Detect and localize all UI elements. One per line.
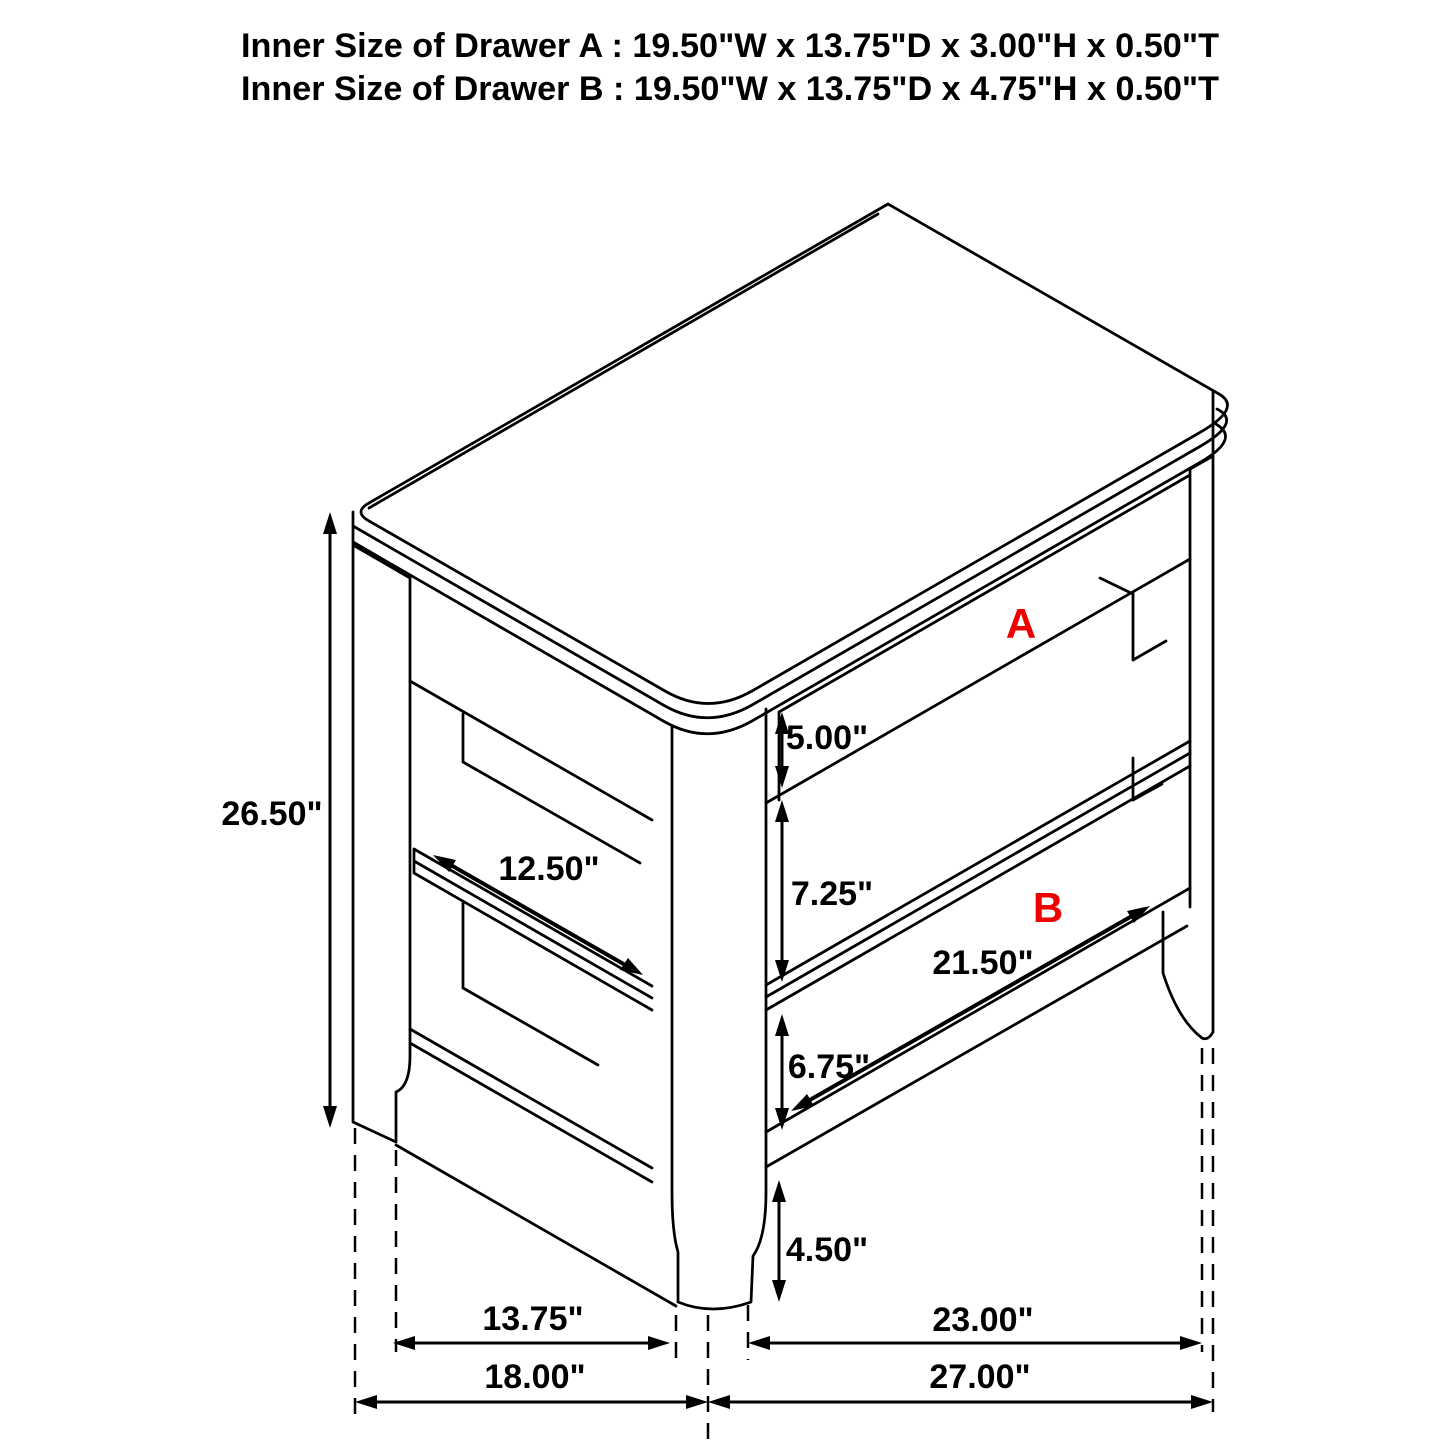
left-face-bottom-rail [396, 1029, 676, 1306]
height-dim-arrow-bottom [323, 1106, 337, 1128]
right-face-interior-lines [1100, 578, 1166, 800]
dimension-overall-depth: 18.00" [484, 1358, 586, 1396]
left-face-upper-band [410, 681, 652, 820]
top-opening-arrow-down [775, 766, 789, 788]
right-leg [1163, 391, 1213, 1039]
dimension-shelf-depth: 12.50" [498, 850, 600, 888]
height-dim-arrow-top [323, 512, 337, 534]
dimension-middle-opening-height: 7.25" [790, 875, 874, 913]
overall-width-arrow-left [708, 1395, 730, 1409]
tabletop-edge-mid-line [353, 409, 1227, 718]
drawer-a-label: A [1005, 600, 1037, 647]
dimension-foot-span-depth-inner: 13.75" [482, 1300, 584, 1338]
dimension-top-opening-height: 5.00" [785, 719, 869, 757]
dimension-foot-span-width-inner: 23.00" [932, 1301, 1034, 1339]
dimension-overall-width: 27.00" [929, 1358, 1031, 1396]
shelf-depth-arrow-downright [620, 958, 643, 975]
dimension-overall-height: 26.50" [221, 795, 323, 833]
left-leg [353, 512, 410, 1142]
foot-span-width-arrow-right [1180, 1336, 1202, 1350]
dimension-leg-height: 4.50" [785, 1231, 869, 1269]
leg-height-arrow-down [772, 1280, 786, 1302]
drawer-b-label: B [1032, 884, 1064, 931]
leg-height-arrow-up [772, 1180, 786, 1202]
dimension-bottom-opening-height: 6.75" [787, 1048, 871, 1086]
overall-width-arrow-right [1191, 1395, 1213, 1409]
tabletop-back-edge-line [369, 214, 878, 508]
right-face-bottom-rail [766, 888, 1190, 1167]
middle-opening-arrow-up [775, 800, 789, 822]
header-drawer-b-size: Inner Size of Drawer B : 19.50"W x 13.75"D x 4.75"H x 0.50"T [241, 70, 1220, 108]
dimension-drawer-b-front-width: 21.50" [932, 944, 1034, 982]
foot-span-width-arrow-left [748, 1336, 770, 1350]
overall-depth-arrow-left [355, 1395, 377, 1409]
foot-span-depth-arrow-right [648, 1336, 670, 1350]
tabletop-edge-bottom-line [353, 423, 1226, 734]
front-leg [672, 709, 766, 1309]
overall-depth-arrow-right [686, 1395, 708, 1409]
tabletop-outline [361, 204, 1227, 704]
header-drawer-a-size: Inner Size of Drawer A : 19.50"W x 13.75"D x 3.00"H x 0.50"T [241, 27, 1220, 65]
drawer-b-width-arrow-left [791, 1094, 814, 1111]
bottom-opening-arrow-up [775, 1014, 789, 1036]
